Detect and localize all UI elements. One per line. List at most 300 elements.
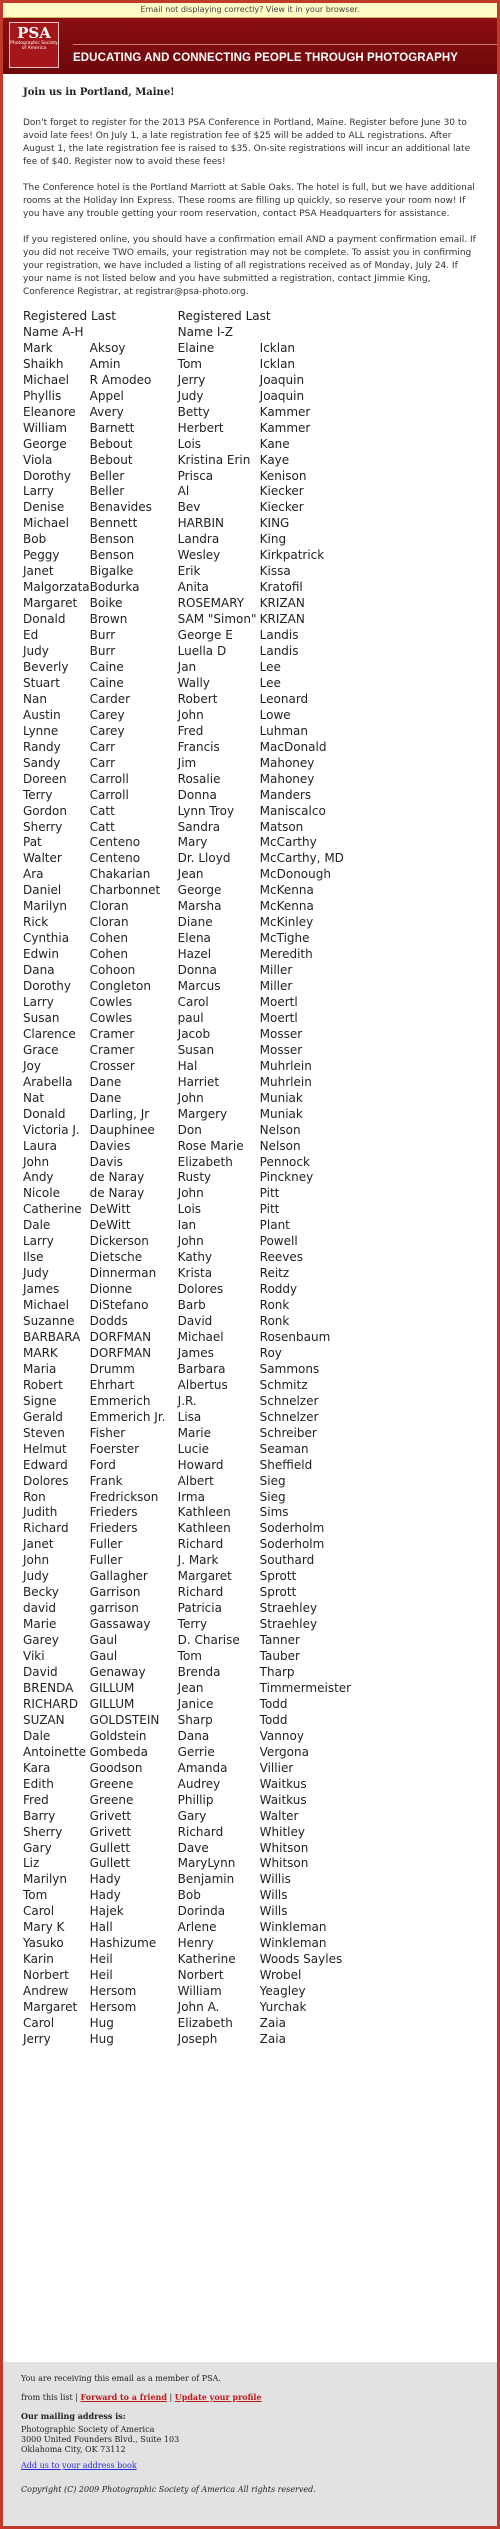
- first-name-left: Walter: [23, 851, 62, 866]
- first-name-right: Katherine: [177, 1952, 236, 1967]
- last-name-left: DORFMAN: [89, 1345, 152, 1360]
- table-row: [23, 1856, 370, 1872]
- first-name-left: Victoria J.: [23, 1122, 80, 1137]
- table-row: [23, 772, 370, 788]
- first-name-left: Nat: [23, 1090, 45, 1105]
- last-name-right: Kaye: [259, 452, 290, 467]
- table-row: [23, 1617, 370, 1633]
- last-name-left: Carroll: [89, 771, 129, 786]
- table-row: [23, 437, 370, 453]
- first-name-left: Marilyn: [23, 1872, 68, 1887]
- last-name-right: Joaquin: [259, 388, 305, 403]
- last-name-left: Carroll: [89, 787, 129, 802]
- last-name-right: Powell: [259, 1234, 298, 1249]
- psa-logo[interactable]: [9, 22, 59, 68]
- table-row: [23, 373, 370, 389]
- table-row: [23, 1697, 370, 1713]
- first-name-right: Jean: [177, 867, 204, 882]
- last-name-left: Ford: [89, 1457, 116, 1472]
- last-name-right: Mahoney: [259, 771, 315, 786]
- first-name-right: Richard: [177, 1824, 224, 1839]
- last-name-right: Timmermeister: [259, 1680, 352, 1695]
- last-name-left: Cramer: [89, 1026, 135, 1041]
- first-name-left: Signe: [23, 1393, 57, 1408]
- last-name-left: Catt: [89, 819, 115, 834]
- table-row: [23, 1442, 370, 1458]
- view-in-browser-link[interactable]: View it in your browser.: [265, 5, 360, 14]
- first-name-left: Stuart: [23, 675, 60, 690]
- last-name-left: Gullett: [89, 1856, 131, 1871]
- table-row: [23, 1378, 370, 1394]
- table-row: [23, 1713, 370, 1729]
- last-name-right: Vergona: [259, 1744, 309, 1759]
- address-line-2: 3000 United Founders Blvd., Suite 103: [21, 2435, 180, 2444]
- first-name-right: Brenda: [177, 1665, 221, 1680]
- first-name-left: Margaret: [23, 2000, 78, 2015]
- first-name-right: Lynn Troy: [177, 803, 235, 818]
- last-name-left: Burr: [89, 628, 116, 643]
- first-name-right: Robert: [177, 691, 218, 706]
- first-name-left: Gary: [23, 1840, 52, 1855]
- last-name-right: Plant: [259, 1218, 290, 1233]
- last-name-right: Miller: [259, 963, 293, 978]
- first-name-right: Kristina Erin: [177, 452, 251, 467]
- last-name-left: Cowles: [89, 1010, 133, 1025]
- last-name-left: Grivett: [89, 1824, 132, 1839]
- table-row: [23, 1186, 370, 1202]
- last-name-left: Fuller: [89, 1537, 123, 1552]
- last-name-left: Hady: [89, 1872, 121, 1887]
- last-name-left: Cloran: [89, 899, 129, 914]
- first-name-right: Bev: [177, 500, 201, 515]
- last-name-right: Ronk: [259, 1298, 290, 1313]
- last-name-left: Frieders: [89, 1505, 138, 1520]
- logo-subtext: Photographic Society of America: [10, 41, 58, 51]
- first-name-left: MARK: [23, 1345, 58, 1360]
- last-name-right: Schnelzer: [259, 1409, 319, 1424]
- first-name-right: Richard: [177, 1537, 224, 1552]
- last-name-right: Sheffield: [259, 1457, 313, 1472]
- first-name-right: Kathy: [177, 1250, 213, 1265]
- first-name-left: Mary K: [23, 1920, 65, 1935]
- first-name-right: Marsha: [177, 899, 222, 914]
- first-name-left: Daniel: [23, 883, 62, 898]
- last-name-right: Schreiber: [259, 1425, 317, 1440]
- last-name-right: Sieg: [259, 1473, 286, 1488]
- header-right-2: Name I-Z: [177, 324, 233, 339]
- first-name-right: ROSEMARY: [177, 596, 245, 611]
- last-name-left: Cloran: [89, 915, 129, 930]
- first-name-left: Carol: [23, 2015, 55, 2030]
- last-name-right: Muniak: [259, 1106, 303, 1121]
- first-name-right: Patricia: [177, 1601, 222, 1616]
- first-name-right: Donna: [177, 963, 217, 978]
- first-name-right: Terry: [177, 1617, 208, 1632]
- first-name-left: Judy: [23, 1569, 49, 1584]
- last-name-right: Joaquin: [259, 372, 305, 387]
- table-row: [23, 756, 370, 772]
- first-name-right: Benjamin: [177, 1872, 235, 1887]
- first-name-right: Betty: [177, 404, 210, 419]
- table-row: [23, 1362, 370, 1378]
- table-row: [23, 1139, 370, 1155]
- table-row: [23, 1410, 370, 1426]
- first-name-right: Kathleen: [177, 1521, 231, 1536]
- last-name-left: Charbonnet: [89, 883, 161, 898]
- table-row: [23, 1218, 370, 1234]
- first-name-right: Tom: [177, 356, 202, 371]
- table-row: [23, 612, 370, 628]
- table-header-row: [23, 309, 370, 325]
- first-name-right: James: [177, 1345, 214, 1360]
- table-row: [23, 548, 370, 564]
- first-name-right: John A.: [177, 2000, 220, 2015]
- registrants-body: [23, 341, 370, 2048]
- last-name-right: Whitson: [259, 1840, 309, 1855]
- last-name-left: Greene: [89, 1776, 134, 1791]
- last-name-left: Avery: [89, 404, 124, 419]
- last-name-left: Beller: [89, 468, 125, 483]
- last-name-left: Fredrickson: [89, 1489, 159, 1504]
- last-name-left: Boike: [89, 596, 123, 611]
- first-name-right: Hazel: [177, 947, 212, 962]
- first-name-right: Susan: [177, 1042, 215, 1057]
- first-name-left: Norbert: [23, 1968, 69, 1983]
- last-name-right: Tauber: [259, 1649, 300, 1664]
- address-line-1: Photographic Society of America: [21, 2425, 155, 2434]
- last-name-left: Gaul: [89, 1633, 118, 1648]
- table-row: [23, 1952, 370, 1968]
- first-name-left: Richard: [23, 1521, 69, 1536]
- link-separator: |: [166, 2393, 175, 2402]
- first-name-right: Rosalie: [177, 771, 221, 786]
- last-name-right: Walter: [259, 1808, 299, 1823]
- last-name-right: Pitt: [259, 1186, 280, 1201]
- first-name-left: BRENDA: [23, 1680, 74, 1695]
- last-name-left: Benson: [89, 548, 135, 563]
- last-name-right: McTighe: [259, 931, 310, 946]
- first-name-left: david: [23, 1601, 57, 1616]
- last-name-left: Garrison: [89, 1585, 141, 1600]
- last-name-right: Lee: [259, 675, 281, 690]
- first-name-left: Edwin: [23, 947, 59, 962]
- last-name-left: Aksoy: [89, 340, 126, 355]
- last-name-left: R Amodeo: [89, 372, 152, 387]
- header-left-1: Registered Last: [23, 309, 116, 323]
- first-name-left: Denise: [23, 500, 65, 515]
- last-name-right: Zaia: [259, 2015, 286, 2030]
- first-name-left: Marilyn: [23, 899, 68, 914]
- first-name-right: John: [177, 707, 204, 722]
- table-row: [23, 1250, 370, 1266]
- last-name-right: KING: [259, 516, 290, 531]
- last-name-right: Soderholm: [259, 1521, 325, 1536]
- last-name-left: Caine: [89, 659, 124, 674]
- first-name-left: Edward: [23, 1457, 68, 1472]
- table-row: [23, 1043, 370, 1059]
- first-name-right: Michael: [177, 1330, 224, 1344]
- last-name-right: Kammer: [259, 404, 311, 419]
- first-name-right: Harriet: [177, 1074, 220, 1089]
- last-name-right: Zaia: [259, 2031, 286, 2046]
- table-row: [23, 644, 370, 660]
- first-name-right: Prisca: [177, 468, 214, 483]
- last-name-right: Villier: [259, 1760, 294, 1775]
- last-name-left: Chakarian: [89, 867, 151, 882]
- table-row: [23, 788, 370, 804]
- last-name-right: Yurchak: [259, 2000, 307, 2015]
- table-row: [23, 660, 370, 676]
- last-name-left: Genaway: [89, 1665, 146, 1680]
- last-name-right: Pinckney: [259, 1170, 314, 1185]
- last-name-left: DeWitt: [89, 1218, 131, 1233]
- first-name-left: Doreen: [23, 771, 67, 786]
- first-name-left: Peggy: [23, 548, 60, 563]
- table-row: [23, 1474, 370, 1490]
- first-name-left: Judith: [23, 1505, 58, 1520]
- first-name-left: Ilse: [23, 1250, 44, 1265]
- first-name-right: Al: [177, 484, 190, 499]
- table-row: [23, 1601, 370, 1617]
- last-name-right: Straehley: [259, 1601, 318, 1616]
- first-name-right: Albertus: [177, 1377, 228, 1392]
- last-name-left: Brown: [89, 612, 128, 627]
- last-name-right: Vannoy: [259, 1728, 304, 1743]
- table-row: [23, 1330, 370, 1346]
- first-name-left: Donald: [23, 1106, 66, 1121]
- last-name-left: de Naray: [89, 1170, 145, 1185]
- table-header-row: [23, 325, 370, 341]
- table-row: [23, 883, 370, 899]
- table-row: [23, 947, 370, 963]
- first-name-right: Krista: [177, 1266, 213, 1281]
- last-name-left: Grivett: [89, 1808, 132, 1823]
- last-name-right: Schnelzer: [259, 1393, 319, 1408]
- table-row: [23, 1346, 370, 1362]
- first-name-left: Catherine: [23, 1202, 82, 1217]
- first-name-right: Francis: [177, 739, 220, 754]
- first-name-right: Janice: [177, 1696, 214, 1711]
- last-name-right: Moertl: [259, 994, 298, 1009]
- last-name-left: GILLUM: [89, 1680, 135, 1695]
- last-name-right: Kiecker: [259, 500, 304, 515]
- last-name-left: Beller: [89, 484, 125, 499]
- last-name-left: Dodds: [89, 1314, 128, 1329]
- add-to-address-book-link[interactable]: Add us to your address book: [21, 2461, 137, 2470]
- first-name-right: Rusty: [177, 1170, 212, 1185]
- first-name-left: Eleanore: [23, 404, 76, 419]
- last-name-left: Carr: [89, 755, 116, 770]
- first-name-right: Lois: [177, 436, 202, 451]
- last-name-right: Sprott: [259, 1569, 297, 1584]
- last-name-right: Waitkus: [259, 1776, 307, 1791]
- first-name-right: Marcus: [177, 979, 221, 994]
- first-name-left: RICHARD: [23, 1696, 79, 1711]
- table-row: [23, 1665, 370, 1681]
- first-name-right: Jacob: [177, 1026, 211, 1041]
- table-row: [23, 341, 370, 357]
- last-name-right: Leonard: [259, 691, 309, 706]
- table-row: [23, 1888, 370, 1904]
- last-name-right: Pennock: [259, 1154, 310, 1169]
- header-banner: [3, 18, 497, 74]
- last-name-right: Winkleman: [259, 1920, 327, 1935]
- first-name-left: Janet: [23, 564, 54, 579]
- last-name-left: Frank: [89, 1473, 123, 1488]
- first-name-right: William: [177, 1984, 222, 1999]
- last-name-right: Willis: [259, 1872, 291, 1887]
- first-name-left: Karin: [23, 1952, 54, 1967]
- table-row: [23, 1298, 370, 1314]
- table-row: [23, 1585, 370, 1601]
- last-name-left: Fisher: [89, 1425, 126, 1440]
- table-row: [23, 1745, 370, 1761]
- first-name-left: Larry: [23, 1234, 54, 1249]
- last-name-right: Mosser: [259, 1026, 303, 1041]
- first-name-right: Landra: [177, 532, 220, 547]
- last-name-left: Amin: [89, 356, 121, 371]
- last-name-left: DORFMAN: [89, 1330, 152, 1344]
- table-row: [23, 421, 370, 437]
- last-name-left: Carey: [89, 723, 125, 738]
- table-row: [23, 867, 370, 883]
- first-name-right: Rose Marie: [177, 1138, 244, 1153]
- table-row: [23, 389, 370, 405]
- first-name-right: Elizabeth: [177, 1154, 233, 1169]
- first-name-right: D. Charise: [177, 1633, 240, 1648]
- last-name-right: Nelson: [259, 1138, 301, 1153]
- table-row: [23, 532, 370, 548]
- last-name-left: garrison: [89, 1601, 139, 1616]
- first-name-left: Dorothy: [23, 468, 72, 483]
- first-name-left: Garey: [23, 1633, 59, 1648]
- table-row: [23, 469, 370, 485]
- table-row: [23, 2016, 370, 2032]
- table-row: [23, 1123, 370, 1139]
- last-name-left: Foerster: [89, 1441, 140, 1456]
- first-name-right: Arlene: [177, 1920, 217, 1935]
- first-name-right: Audrey: [177, 1776, 221, 1791]
- first-name-left: Nan: [23, 691, 47, 706]
- last-name-right: Lowe: [259, 707, 291, 722]
- first-name-right: Jan: [177, 659, 197, 674]
- last-name-left: Dickerson: [89, 1234, 149, 1249]
- last-name-left: Gullett: [89, 1840, 131, 1855]
- first-name-left: Gerald: [23, 1409, 63, 1424]
- last-name-right: Kane: [259, 436, 290, 451]
- first-name-left: Fred: [23, 1792, 49, 1807]
- last-name-right: Miller: [259, 979, 293, 994]
- first-name-left: Antoinette: [23, 1744, 86, 1759]
- table-row: [23, 915, 370, 931]
- last-name-right: Manders: [259, 787, 312, 802]
- last-name-right: Waitkus: [259, 1792, 307, 1807]
- last-name-left: Catt: [89, 803, 115, 818]
- last-name-left: Hug: [89, 2031, 114, 2046]
- last-name-left: Carr: [89, 739, 116, 754]
- table-row: [23, 2000, 370, 2016]
- last-name-right: Icklan: [259, 356, 296, 371]
- update-profile-link[interactable]: Update your profile: [174, 2392, 262, 2402]
- forward-to-friend-link[interactable]: Forward to a friend: [80, 2392, 167, 2402]
- last-name-right: Sieg: [259, 1489, 286, 1504]
- table-row: [23, 1793, 370, 1809]
- table-row: [23, 2032, 370, 2048]
- last-name-right: Todd: [259, 1712, 288, 1727]
- first-name-right: Luella D: [177, 644, 227, 659]
- first-name-right: Dolores: [177, 1282, 224, 1297]
- first-name-left: John: [23, 1154, 50, 1169]
- first-name-right: Dorinda: [177, 1904, 226, 1919]
- table-row: [23, 1537, 370, 1553]
- first-name-left: Ron: [23, 1489, 46, 1504]
- last-name-left: Hashizume: [89, 1936, 157, 1951]
- table-row: [23, 516, 370, 532]
- last-name-right: King: [259, 532, 287, 547]
- table-row: [23, 1920, 370, 1936]
- first-name-left: Mark: [23, 340, 53, 355]
- table-row: [23, 1490, 370, 1506]
- last-name-right: Kiecker: [259, 484, 304, 499]
- last-name-right: Reeves: [259, 1250, 303, 1265]
- first-name-right: Henry: [177, 1936, 214, 1951]
- table-row: [23, 580, 370, 596]
- last-name-left: Emmerich: [89, 1393, 151, 1408]
- last-name-right: Roddy: [259, 1282, 298, 1297]
- last-name-right: KRIZAN: [259, 612, 305, 627]
- first-name-left: Arabella: [23, 1074, 73, 1089]
- last-name-right: Luhman: [259, 723, 308, 738]
- last-name-right: Tharp: [259, 1665, 295, 1680]
- first-name-right: Phillip: [177, 1792, 214, 1807]
- last-name-right: Sammons: [259, 1361, 320, 1376]
- table-row: [23, 1729, 370, 1745]
- table-row: [23, 835, 370, 851]
- member-notice: You are receiving this email as a member of PSA.: [21, 2374, 221, 2383]
- last-name-right: Moertl: [259, 1010, 298, 1025]
- last-name-right: Schmitz: [259, 1377, 308, 1392]
- last-name-left: Caine: [89, 675, 124, 690]
- first-name-right: Elaine: [177, 340, 215, 355]
- table-row: [23, 1075, 370, 1091]
- first-name-right: Margaret: [177, 1569, 232, 1584]
- table-row: [23, 1107, 370, 1123]
- first-name-right: Lois: [177, 1202, 202, 1217]
- first-name-right: Joseph: [177, 2031, 218, 2046]
- table-row: [23, 820, 370, 836]
- first-name-left: Grace: [23, 1042, 59, 1057]
- first-name-left: Beverly: [23, 659, 69, 674]
- last-name-left: Dauphinee: [89, 1122, 155, 1137]
- last-name-left: Goodson: [89, 1760, 143, 1775]
- last-name-left: Drumm: [89, 1361, 135, 1376]
- top-notice-bar: [3, 3, 497, 18]
- last-name-right: McKenna: [259, 899, 314, 914]
- first-name-left: Steven: [23, 1425, 65, 1440]
- first-name-right: Albert: [177, 1473, 214, 1488]
- last-name-right: Wrobel: [259, 1968, 302, 1983]
- first-name-right: Kathleen: [177, 1505, 231, 1520]
- table-row: [23, 405, 370, 421]
- last-name-left: Hersom: [89, 1984, 137, 1999]
- last-name-left: Benson: [89, 532, 135, 547]
- last-name-left: Greene: [89, 1792, 134, 1807]
- last-name-right: Whitson: [259, 1856, 309, 1871]
- table-row: [23, 1234, 370, 1250]
- last-name-right: Mahoney: [259, 755, 315, 770]
- first-name-left: Maria: [23, 1361, 57, 1376]
- table-row: [23, 1394, 370, 1410]
